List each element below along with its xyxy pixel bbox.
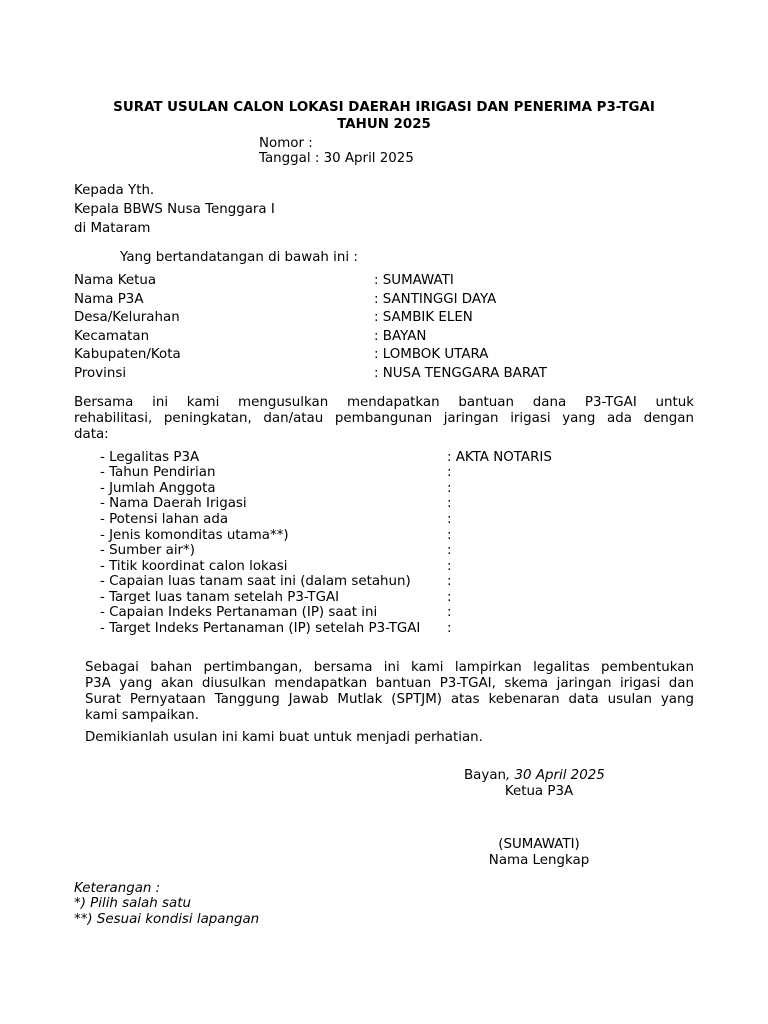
identity-label: Nama Ketua xyxy=(74,273,157,288)
paragraph-line: P3A yang akan diusulkan mendapatkan bantuan P3-TGAI, skema jaringan irigasi dan xyxy=(85,676,694,691)
data-item-label: - Titik koordinat calon lokasi xyxy=(100,559,288,574)
data-item-value: : xyxy=(447,528,452,543)
recipient-name: Kepala BBWS Nusa Tenggara I xyxy=(74,202,275,217)
signature-place-date xyxy=(464,768,605,784)
notes-item: **) Sesuai kondisi lapangan xyxy=(74,912,260,927)
data-item-value: : xyxy=(447,605,452,620)
identity-label: Desa/Kelurahan xyxy=(74,310,180,325)
identity-value: : SANTINGGI DAYA xyxy=(374,292,497,307)
letter-number: Nomor : xyxy=(259,136,313,151)
identity-label: Kecamatan xyxy=(74,329,150,344)
data-item-value: : xyxy=(447,559,452,574)
signature-name-caption: Nama Lengkap xyxy=(488,853,590,868)
notes-item: *) Pilih salah satu xyxy=(74,896,191,911)
consideration-paragraph xyxy=(85,660,694,724)
letter-title-line1: SURAT USULAN CALON LOKASI DAERAH IRIGASI DAN PENERIMA P3-TGAI xyxy=(113,100,655,115)
paragraph-line: Surat Pernyataan Tanggung Jawab Mutlak (SPTJM) atas kebenaran data usulan yang xyxy=(85,692,694,707)
data-item-label: - Tahun Pendirian xyxy=(100,465,216,480)
data-item-value: : xyxy=(447,590,452,605)
data-item-label: - Sumber air*) xyxy=(100,543,195,558)
identity-label: Kabupaten/Kota xyxy=(74,347,181,362)
paragraph-line: Sebagai bahan pertimbangan, bersama ini kami lampirkan legalitas pembentukan xyxy=(85,660,694,675)
data-item-value: : xyxy=(447,574,452,589)
data-item-label: - Jenis komonditas utama**) xyxy=(100,528,289,543)
signature-place: Bayan xyxy=(464,768,507,783)
letter-title-line2: TAHUN 2025 xyxy=(337,117,431,132)
data-item-label: - Jumlah Anggota xyxy=(100,481,216,496)
signature-date: , 30 April 2025 xyxy=(506,768,605,783)
identity-value: : SUMAWATI xyxy=(374,273,454,288)
paragraph-line: kami sampaikan. xyxy=(85,708,199,723)
paragraph-line: Bersama ini kami mengusulkan mendapatkan bantuan dana P3-TGAI untuk xyxy=(74,395,694,410)
letter-date: Tanggal : 30 April 2025 xyxy=(259,151,414,166)
data-item-label: - Nama Daerah Irigasi xyxy=(100,496,247,511)
identity-value: : NUSA TENGGARA BARAT xyxy=(374,366,547,381)
identity-value: : LOMBOK UTARA xyxy=(374,347,489,362)
data-item-label: - Capaian luas tanam saat ini (dalam setahun) xyxy=(100,574,411,589)
data-item-label: - Target Indeks Pertanaman (IP) setelah P3-TGAI xyxy=(100,621,421,636)
signature-role: Ketua P3A xyxy=(504,784,574,799)
data-item-label: - Potensi lahan ada xyxy=(100,512,229,527)
data-item-value: : xyxy=(447,621,452,636)
notes-heading: Keterangan : xyxy=(74,881,161,896)
intro-text: Yang bertandatangan di bawah ini : xyxy=(120,250,358,265)
data-item-value: : xyxy=(447,543,452,558)
data-item-value: : AKTA NOTARIS xyxy=(447,450,552,465)
identity-value: : BAYAN xyxy=(374,329,427,344)
identity-label: Provinsi xyxy=(74,366,127,381)
closing-text: Demikianlah usulan ini kami buat untuk menjadi perhatian. xyxy=(85,730,483,745)
data-item-label: - Capaian Indeks Pertanaman (IP) saat ini xyxy=(100,605,378,620)
paragraph-line: data: xyxy=(74,427,109,442)
recipient-salutation: Kepada Yth. xyxy=(74,183,155,198)
identity-value: : SAMBIK ELEN xyxy=(374,310,473,325)
data-item-value: : xyxy=(447,496,452,511)
recipient-location: di Mataram xyxy=(74,221,151,236)
data-item-value: : xyxy=(447,465,452,480)
data-item-value: : xyxy=(447,512,452,527)
signature-name: (SUMAWATI) xyxy=(498,837,580,852)
data-item-label: - Legalitas P3A xyxy=(100,450,200,465)
data-item-value: : xyxy=(447,481,452,496)
paragraph-line: rehabilitasi, peningkatan, dan/atau pembangunan jaringan irigasi yang ada dengan xyxy=(74,411,694,426)
identity-label: Nama P3A xyxy=(74,292,144,307)
proposal-paragraph xyxy=(74,395,694,443)
data-item-label: - Target luas tanam setelah P3-TGAI xyxy=(100,590,340,605)
